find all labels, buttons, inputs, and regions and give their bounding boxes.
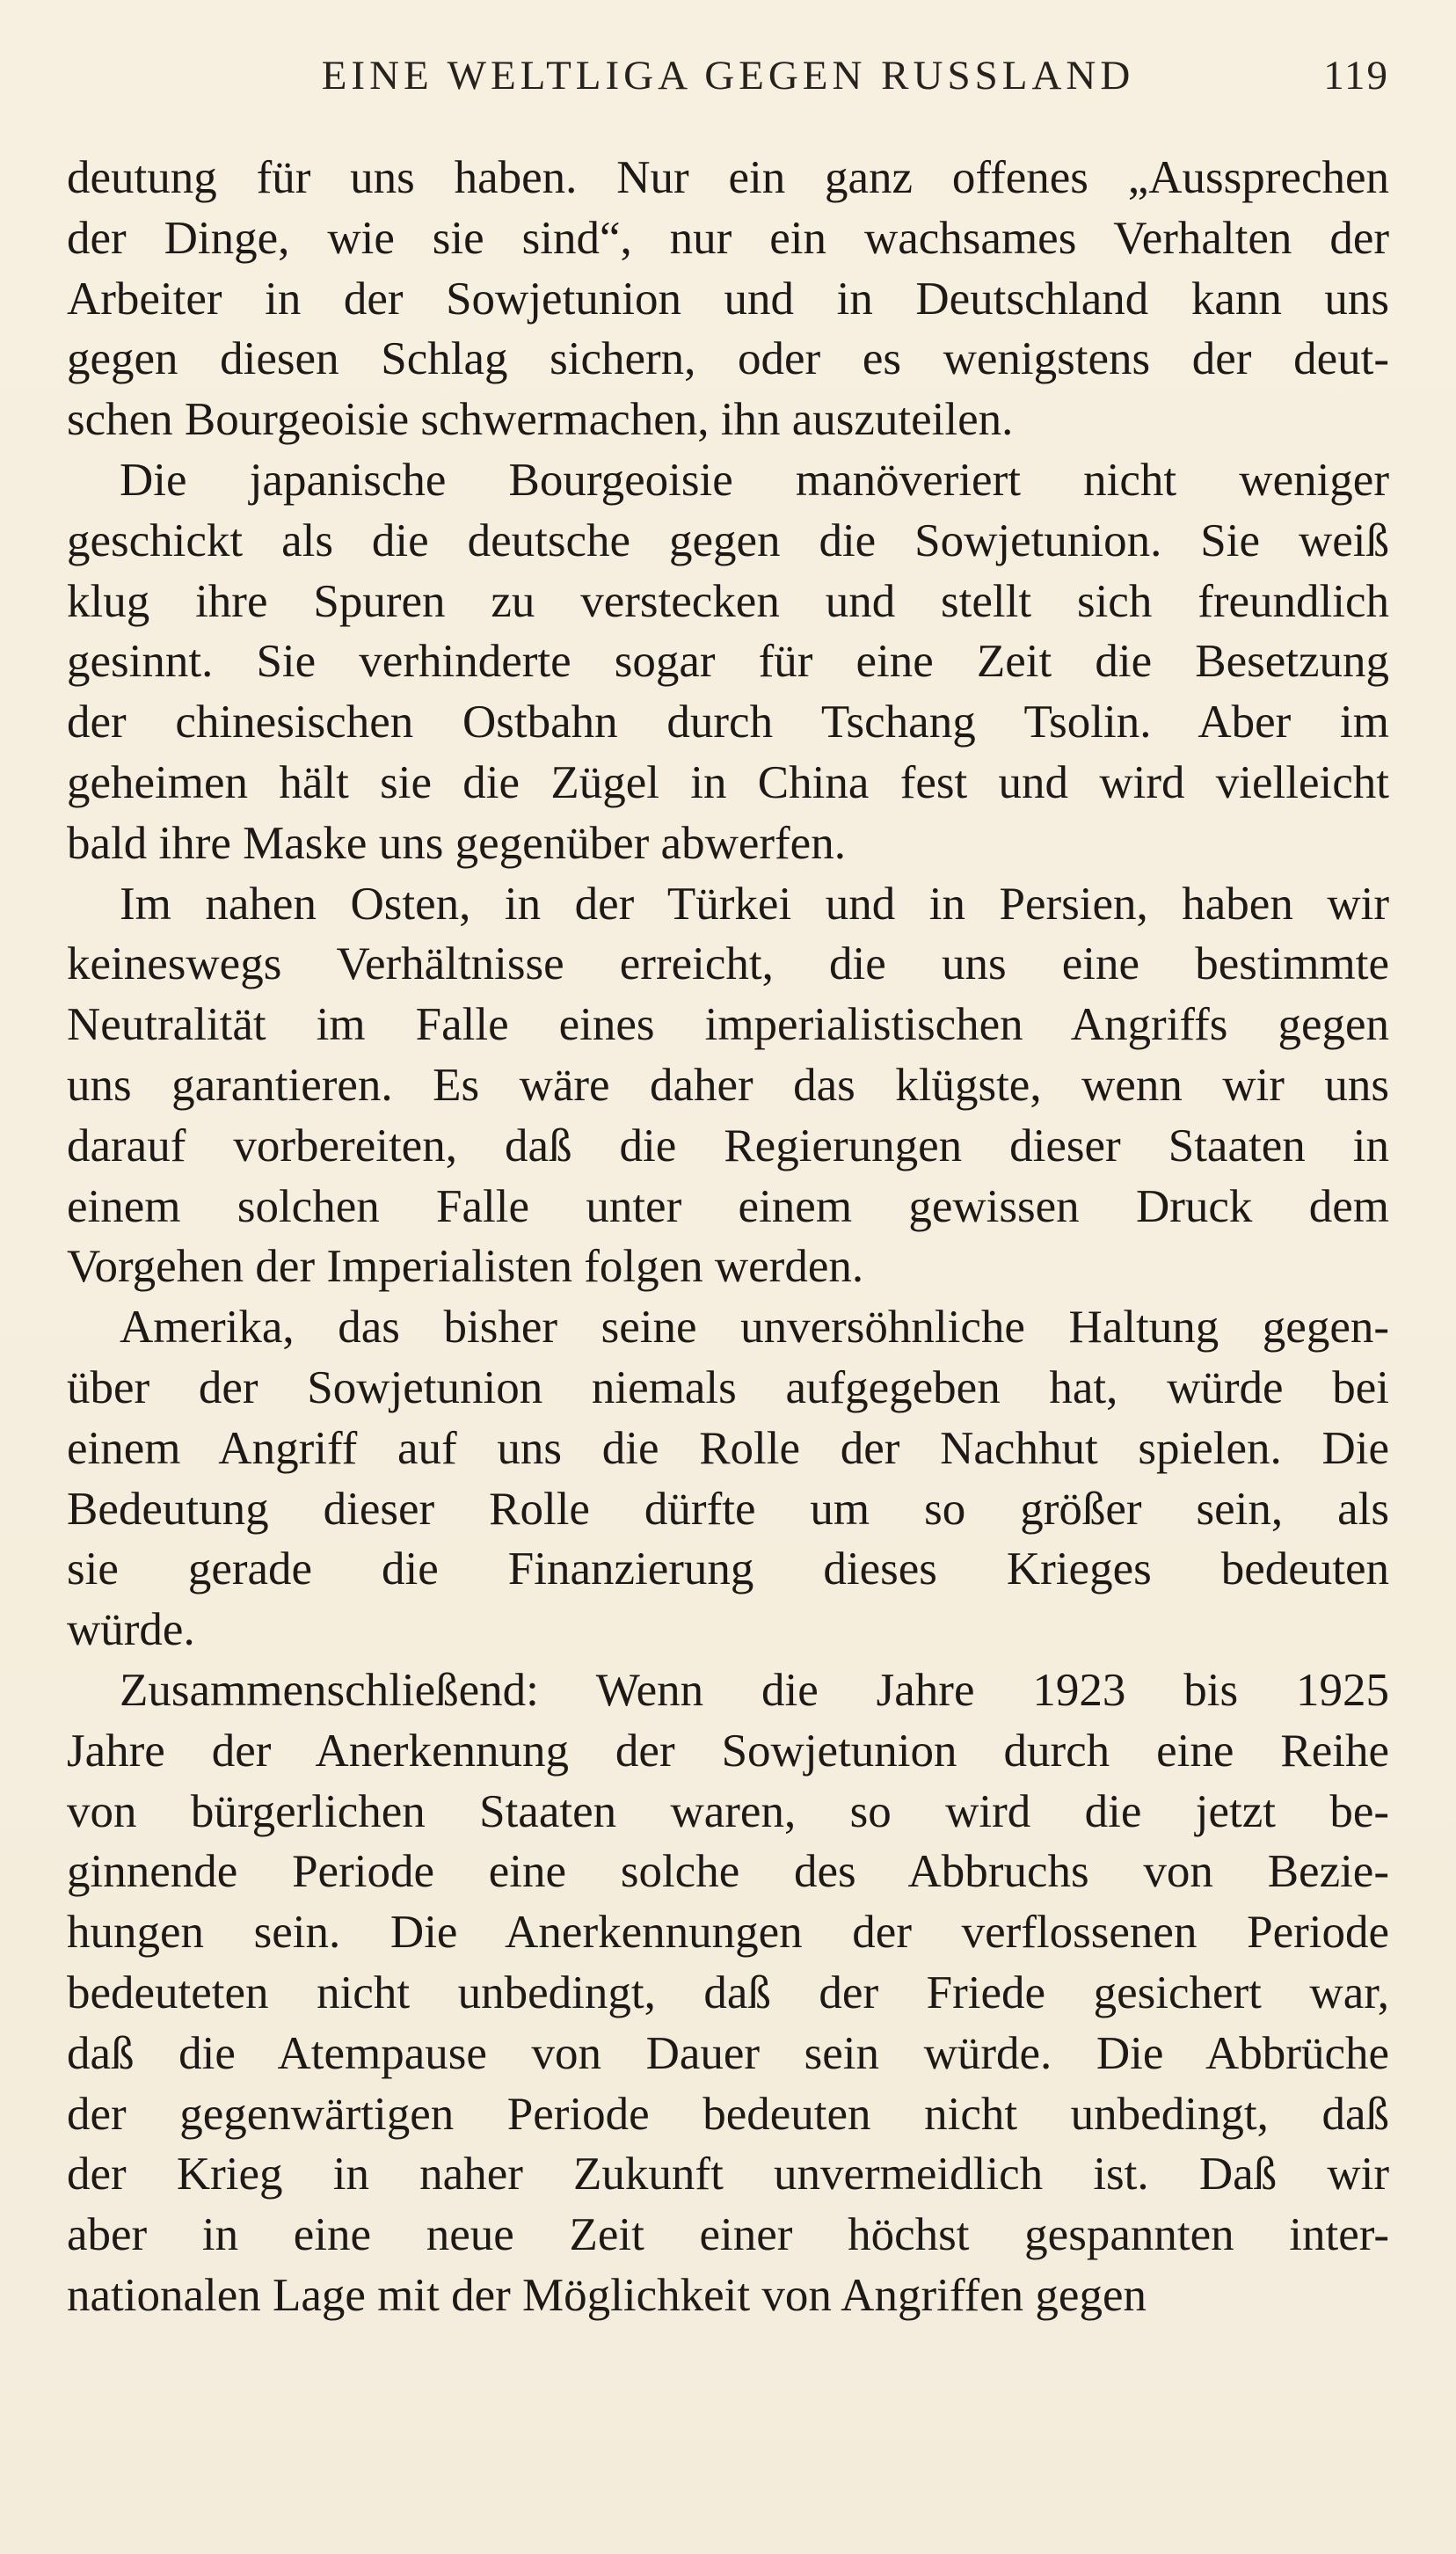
text-line: würde.: [67, 1604, 195, 1656]
text-line: bedeuteten nicht unbedingt, daß der Friede gesichert war,: [67, 1967, 1389, 2018]
paragraph: [67, 874, 1389, 1298]
text-line: Vorgehen der Imperialisten folgen werden.: [67, 1241, 864, 1293]
paragraph: [67, 148, 1389, 450]
running-header: [67, 49, 1389, 102]
body-text: [67, 148, 1389, 2326]
page-number: 119: [1323, 53, 1389, 99]
text-line: bald ihre Maske uns gegenüber abwerfen.: [67, 817, 846, 869]
text-line: Arbeiter in der Sowjetunion und in Deutschland kann uns: [67, 273, 1389, 325]
text-line: deutung für uns haben. Nur ein ganz offenes „Aussprechen: [67, 152, 1389, 203]
text-line: Amerika, das bisher seine unversöhnliche Haltung gegen-: [120, 1302, 1389, 1354]
text-line: Jahre der Anerkennung der Sowjetunion durch eine Reihe: [67, 1725, 1389, 1777]
text-line: von bürgerlichen Staaten waren, so wird die jetzt be-: [67, 1785, 1389, 1837]
text-line: Bedeutung dieser Rolle dürfte um so größer sein, als: [67, 1483, 1389, 1535]
running-title: EINE WELTLIGA GEGEN RUSSLAND: [321, 53, 1135, 99]
text-line: uns garantieren. Es wäre daher das klügste, wenn wir uns: [67, 1059, 1389, 1111]
text-line: sie gerade die Finanzierung dieses Krieges bedeuten: [67, 1543, 1389, 1595]
text-line: klug ihre Spuren zu verstecken und stellt sich freundlich: [67, 575, 1389, 627]
text-line: gegen diesen Schlag sichern, oder es wenigstens der deut-: [67, 333, 1389, 385]
text-line: darauf vorbereiten, daß die Regierungen dieser Staaten in: [67, 1120, 1389, 1171]
text-line: nationalen Lage mit der Möglichkeit von Angriffen gegen: [67, 2269, 1147, 2321]
text-line: Zusammenschließend: Wenn die Jahre 1923 bis 1925: [120, 1664, 1389, 1716]
text-line: Neutralität im Falle eines imperialistischen Angriffs gegen: [67, 999, 1389, 1051]
text-line: geschickt als die deutsche gegen die Sowjetunion. Sie weiß: [67, 514, 1389, 566]
text-line: geheimen hält sie die Zügel in China fest und wird vielleicht: [67, 756, 1389, 808]
paragraph: [67, 1660, 1389, 2326]
text-line: daß die Atempause von Dauer sein würde. Die Abbrüche: [67, 2027, 1389, 2079]
text-line: Im nahen Osten, in der Türkei und in Persien, haben wir: [120, 878, 1389, 930]
text-line: keineswegs Verhältnisse erreicht, die uns eine bestimmte: [67, 938, 1389, 990]
text-line: schen Bourgeoisie schwermachen, ihn auszuteilen.: [67, 394, 1014, 446]
paragraph: [67, 1297, 1389, 1660]
text-line: ginnende Periode eine solche des Abbruchs von Bezie-: [67, 1846, 1389, 1898]
text-line: der chinesischen Ostbahn durch Tschang Tsolin. Aber im: [67, 697, 1389, 748]
text-line: einem Angriff auf uns die Rolle der Nachhut spielen. Die: [67, 1422, 1389, 1474]
text-line: hungen sein. Die Anerkennungen der verflossenen Periode: [67, 1907, 1389, 1959]
text-line: der Krieg in naher Zukunft unvermeidlich ist. Daß wir: [67, 2149, 1389, 2200]
text-line: über der Sowjetunion niemals aufgegeben hat, würde bei: [67, 1361, 1389, 1413]
text-line: der gegenwärtigen Periode bedeuten nicht unbedingt, daß: [67, 2088, 1389, 2140]
text-line: gesinnt. Sie verhinderte sogar für eine Zeit die Besetzung: [67, 636, 1389, 688]
text-line: aber in eine neue Zeit einer höchst gespannten inter-: [67, 2209, 1389, 2261]
text-line: einem solchen Falle unter einem gewissen Druck dem: [67, 1180, 1389, 1232]
text-line: der Dinge, wie sie sind“, nur ein wachsames Verhalten der: [67, 212, 1389, 264]
paragraph: [67, 450, 1389, 874]
text-line: Die japanische Bourgeoisie manöveriert nicht weniger: [120, 454, 1389, 506]
